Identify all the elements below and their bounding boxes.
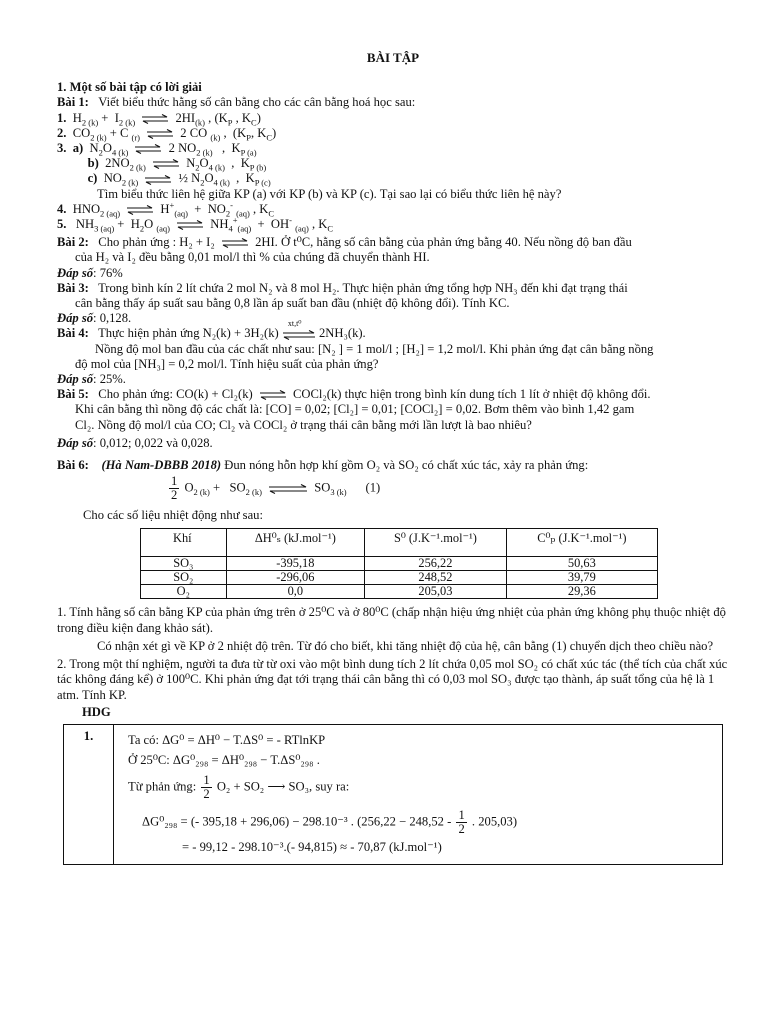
bai5-answer: Đáp số: 0,012; 0,022 và 0,028.: [57, 435, 213, 450]
bai4-answer: Đáp số: 25%.: [57, 372, 126, 387]
table-cell: 256,22: [365, 557, 507, 571]
table-row: [141, 557, 658, 571]
table-cell: 205,03: [365, 585, 507, 599]
eq-3c: c) $NO_{2 (k)}$ ½ $N_2O_{4 (k)}$ , $K_{P (c)}$: [87, 171, 271, 188]
thermo-data-table: [140, 528, 658, 599]
bai4-line3: độ mol của [NH₃] = 0,2 mol/l. Tính hiệu suất của phản ứng?: [75, 356, 379, 371]
bai3-line2: cân bằng thấy áp suất sau bằng 0,8 lần áp suất ban đầu (nhiệt độ không đổi). Tính KC.: [75, 296, 510, 311]
eq-5: 5. $NH_{3 (aq)} + H_2O$ $_{(aq)}$ $NH_4^+_{(aq)} + OH^-$ $_{(aq)}$ , $K_C$: [57, 214, 334, 234]
table-row: [141, 585, 658, 599]
eq-4: 4. $HNO_{2 (aq)}$ $H^+_{(aq)} + NO_2^-$ $_{(aq)}$ , $K_C$: [57, 199, 275, 219]
fraction-half: $\frac{1}{2}$: [458, 808, 465, 837]
bai5-line1: Bài 5: Cho phản ứng: CO(k) + Cl₂(k) COCl₂(k) thực hiện trong bình kín dung tích 1 lít ở nhiệt độ không đổi.: [57, 387, 651, 402]
table-cell: 29,36: [506, 585, 657, 599]
sol-line1: Ta có: ΔG⁰ = ΔH⁰ − T.ΔS⁰ = - RTlnKP: [128, 732, 326, 747]
bai5-label: Bài 5:: [57, 387, 89, 402]
equilibrium-arrow-icon: [134, 144, 162, 154]
arrow-label: xt,t⁰: [287, 318, 302, 328]
table-cell: -296,06: [226, 571, 365, 585]
bai6-reaction: $\frac{1}{2}$ $O_{2 (k)} + SO_{2 (k)}$ $SO_{3 (k)}$ (1): [171, 474, 381, 503]
equilibrium-arrow-icon: [259, 390, 287, 400]
solution-body: [114, 724, 723, 864]
table-header-cell: ΔH⁰ₛ (kJ.mol⁻¹): [226, 529, 365, 557]
solution-row: [64, 724, 723, 864]
bai2-answer: Đáp số: 76%: [57, 265, 123, 280]
table-cell: SO₃: [141, 557, 227, 571]
table-cell: 248,52: [365, 571, 507, 585]
table-cell: 50,63: [506, 557, 657, 571]
catalyzed-arrow: [282, 318, 316, 341]
fraction-half: $\frac{1}{2}$: [203, 773, 210, 802]
page-title: BÀI TẬP: [366, 50, 420, 65]
eq-3b: b) $2NO_{2 (k)}$ $N_2O_{4 (k)}$ , $K_{P (b)}$: [87, 156, 267, 173]
bai6-q1b: Có nhận xét gì về KP ở 2 nhiệt độ trên. Từ đó cho biết, khi tăng nhiệt độ của hệ, cân bằng (1) chuyển dịch theo chiều nào?: [97, 638, 714, 653]
table-header-cell: Khí: [141, 529, 227, 557]
equilibrium-arrow-icon: [221, 238, 249, 248]
bai2-line2: của H₂ và I₂ đều bằng 0,01 mol/l thì % của chúng đã chuyển thành HI.: [75, 250, 430, 265]
bai4-line1: Bài 4: Thực hiện phản ứng N₂(k) + 3H₂(k) xt,t⁰ 2NH₃(k).: [57, 318, 366, 341]
equilibrium-arrow-icon: [144, 175, 172, 185]
equilibrium-arrow-icon: [268, 484, 308, 494]
equilibrium-arrow-icon: [176, 220, 204, 230]
solution-table: [63, 724, 723, 865]
table-row: [141, 571, 658, 585]
table-cell: 0,0: [226, 585, 365, 599]
bai6-q1: 1. Tính hằng số cân bằng KP của phản ứng trên ở 25⁰C và ở 80⁰C (chấp nhận hiệu ứng nhiệt của phản ứng không phụ thuộc nhiệt độ trong điều kiện đang khảo sát).: [57, 605, 726, 635]
bai6-q2: 2. Trong một thí nghiệm, người ta đưa từ từ oxi vào một bình dung tích 2 lít chứa 0,05 mol SO₂ có chất xúc tác (thể tích của chất xúc tác không đáng kể) ở 100⁰C. Khi phản ứng đạt tới trạng thái cân bằng thì có 0,03 mol SO₃ được tạo thành, áp suất tổng của hệ là 1 atm. Tính KP.: [57, 657, 728, 702]
table-header-cell: C⁰ₚ (J.K⁻¹.mol⁻¹): [506, 529, 657, 557]
bai3-answer: Đáp số: 0,128.: [57, 311, 132, 326]
eq-1: 1. $H_{2 (k)} + I_{2 (k)}$ $2HI_{(k)}$ , ($K_P$ , $K_C$): [57, 110, 261, 128]
bai2-label: Bài 2:: [57, 235, 89, 250]
sol-line2: Ở 25⁰C: ΔG⁰₂₉₈ = ΔH⁰₂₉₈ − T.ΔS⁰₂₉₈ .: [128, 753, 320, 768]
bai1-label: Bài 1:: [57, 95, 89, 110]
equilibrium-arrow-icon: [146, 129, 174, 139]
solution-number: 1.: [64, 724, 114, 864]
bai3-line1: Bài 3: Trong bình kín 2 lít chứa 2 mol N₂ và 8 mol H₂. Thực hiện phản ứng tổng hợp NH₃ đến khi đạt trạng thái: [57, 280, 628, 295]
equilibrium-arrow-icon: [152, 159, 180, 169]
equilibrium-arrow-icon: [141, 114, 169, 124]
solution-heading: HDG: [82, 704, 111, 719]
table-cell: SO₂: [141, 571, 227, 585]
sol-line4: ΔG⁰₂₉₈ = (- 395,18 + 296,06) − 298.10⁻³ . (256,22 − 248,52 - $\frac{1}{2}$ . 205,03): [142, 808, 518, 837]
bai6-line1: Bài 6: (Hà Nam-DBBB 2018) Đun nóng hỗn hợp khí gồm O₂ và SO₂ có chất xúc tác, xảy ra phản ứng:: [57, 458, 589, 473]
table-cell: 39,79: [506, 571, 657, 585]
fraction-half: $\frac{1}{2}$: [171, 474, 178, 503]
sol-line5: = - 99,12 - 298.10⁻³.(- 94,815) ≈ - 70,87 (kJ.mol⁻¹): [182, 840, 442, 855]
equilibrium-arrow-icon: [282, 329, 316, 341]
document-page: [57, 50, 729, 865]
table-cell: -395,18: [226, 557, 365, 571]
bai4-label: Bài 4:: [57, 326, 89, 341]
equilibrium-arrow-icon: [126, 205, 154, 215]
bai1-question: Tìm biểu thức liên hệ giữa KP (a) với KP (b) và KP (c). Tại sao lại có biểu thức liên hệ này?: [97, 186, 562, 201]
table-header-row: [141, 529, 658, 557]
bai5-line2: Khi cân bằng thì nồng độ các chất là: [CO] = 0,02; [Cl₂] = 0,01; [COCl₂] = 0,02. Bơm thêm vào bình 1,42 gam: [75, 402, 635, 417]
table-header-cell: S⁰ (J.K⁻¹.mol⁻¹): [365, 529, 507, 557]
section-heading: 1. Một số bài tập có lời giải: [57, 80, 202, 95]
sol-line3: Từ phản ứng: $\frac{1}{2}$ O₂ + SO₂ ⟶ SO₃, suy ra:: [128, 773, 350, 802]
bai4-line2: Nồng độ mol ban đầu của các chất như sau: [N₂ ] = 1 mol/l ; [H₂] = 1,2 mol/l. Khi phản ứng đạt cân bằng nồng: [95, 341, 654, 356]
bai6-label: Bài 6:: [57, 458, 89, 473]
eq-3a: 3. a) $N_2O_{4 (k)}$ 2 $NO_{2 (k)}$ , $K_{P (a)}$: [57, 141, 257, 158]
table-cell: O₂: [141, 585, 227, 599]
bai5-line3: Cl₂. Nồng độ mol/l của CO; Cl₂ và COCl₂ ở trạng thái cân bằng mới lần lượt là bao nhiêu?: [75, 417, 532, 432]
bai3-label: Bài 3:: [57, 280, 89, 295]
eq-2: 2. $CO_{2 (k)} + C$ $_{(r)}$ 2 CO $_{(k)}$ , ($K_P$, $K_C$): [57, 125, 277, 143]
bai2-line1: Bài 2: Cho phản ứng : H₂ + I₂ 2HI. Ở t⁰C, hằng số cân bằng của phản ứng bằng 40. Nếu nồng độ ban đầu: [57, 235, 632, 250]
table-intro: Cho các số liệu nhiệt động như sau:: [83, 508, 263, 523]
bai1-prompt: Bài 1: Viết biểu thức hằng số cân bằng cho các cân bằng hoá học sau:: [57, 95, 416, 110]
